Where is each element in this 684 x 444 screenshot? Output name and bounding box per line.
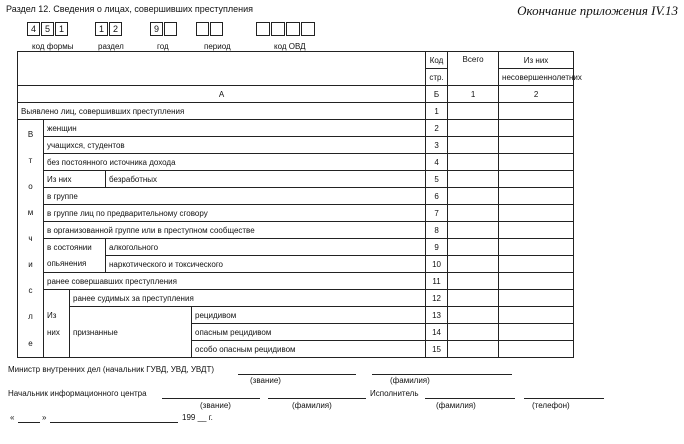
row-label: в группе лиц по предварительному сговору xyxy=(44,205,426,222)
date-month-line[interactable] xyxy=(50,422,178,423)
executor-surname-line[interactable] xyxy=(425,398,515,399)
minors-cell[interactable] xyxy=(499,154,574,171)
index-b: Б xyxy=(426,86,448,103)
code-box[interactable] xyxy=(196,22,209,36)
appendix-note: Окончание приложения IV.13 xyxy=(517,3,678,18)
minors-cell[interactable] xyxy=(499,324,574,341)
line-code: 11 xyxy=(426,273,448,290)
row-label: ранее судимых за преступления xyxy=(70,290,426,307)
label-form-code: код формы xyxy=(32,42,74,51)
minister-label: Министр внутренних дел (начальник ГУВД, УВД, УВДТ) xyxy=(8,365,215,374)
label-ovd-code: код ОВД xyxy=(274,42,306,51)
date-close-quote: » xyxy=(42,413,47,422)
of-them-iz: Из xyxy=(47,310,57,320)
index-2: 2 xyxy=(499,86,574,103)
info-center-rank-caption: (звание) xyxy=(200,401,231,410)
total-cell[interactable] xyxy=(448,120,499,137)
label-period: период xyxy=(204,42,231,51)
row-label: опасным рецидивом xyxy=(192,324,426,341)
total-cell[interactable] xyxy=(448,256,499,273)
line-code: 2 xyxy=(426,120,448,137)
vertical-letter: и xyxy=(28,260,33,270)
row-label: ранее совершавших преступления xyxy=(44,273,426,290)
row-label: алкогольного xyxy=(106,239,426,256)
of-them-group-label xyxy=(44,290,70,358)
executor-phone-line[interactable] xyxy=(524,398,604,399)
vertical-letter: л xyxy=(28,312,33,322)
row-label: Выявлено лиц, совершивших преступления xyxy=(18,103,426,120)
row-label: в группе xyxy=(44,188,426,205)
line-code: 12 xyxy=(426,290,448,307)
state-label-bottom: опьянения xyxy=(44,256,106,273)
minors-cell[interactable] xyxy=(499,205,574,222)
total-cell[interactable] xyxy=(448,154,499,171)
code-box[interactable] xyxy=(286,22,300,36)
row-label: наркотического и токсического xyxy=(106,256,426,273)
vertical-letter: е xyxy=(28,338,33,348)
of-them-label: Из них xyxy=(44,171,106,188)
code-box[interactable]: 1 xyxy=(55,22,68,36)
minors-cell[interactable] xyxy=(499,137,574,154)
total-cell[interactable] xyxy=(448,103,499,120)
date-day-line[interactable] xyxy=(18,422,40,423)
executor-phone-caption: (телефон) xyxy=(532,401,570,410)
header-total: Всего xyxy=(448,52,499,86)
row-label: женщин xyxy=(44,120,426,137)
code-box[interactable] xyxy=(301,22,315,36)
row-label: в организованной группе или в преступном сообществе xyxy=(44,222,426,239)
code-box[interactable] xyxy=(164,22,177,36)
line-code: 15 xyxy=(426,341,448,358)
total-cell[interactable] xyxy=(448,341,499,358)
minors-cell[interactable] xyxy=(499,341,574,358)
info-center-rank-line[interactable] xyxy=(162,398,260,399)
vertical-letter: м xyxy=(27,207,34,217)
of-them-nih: них xyxy=(47,327,60,337)
total-cell[interactable] xyxy=(448,137,499,154)
index-a: А xyxy=(18,86,426,103)
vertical-label-in-that-number xyxy=(18,120,44,358)
header-minors: несовершеннолетних xyxy=(499,69,574,86)
header-code: Код xyxy=(426,52,448,69)
total-cell[interactable] xyxy=(448,205,499,222)
header-blank-cell xyxy=(18,52,426,86)
line-code: 13 xyxy=(426,307,448,324)
row-label: учащихся, студентов xyxy=(44,137,426,154)
code-box[interactable]: 4 xyxy=(27,22,40,36)
minors-cell[interactable] xyxy=(499,256,574,273)
code-box[interactable] xyxy=(256,22,270,36)
header-of-them: Из них xyxy=(499,52,574,69)
line-code: 10 xyxy=(426,256,448,273)
info-center-label: Начальник информационного центра xyxy=(8,389,147,398)
index-1: 1 xyxy=(448,86,499,103)
minister-rank-caption: (звание) xyxy=(250,376,281,385)
code-box[interactable]: 9 xyxy=(150,22,163,36)
total-cell[interactable] xyxy=(448,188,499,205)
code-box[interactable]: 2 xyxy=(109,22,122,36)
minors-cell[interactable] xyxy=(499,273,574,290)
total-cell[interactable] xyxy=(448,239,499,256)
state-label-top: в состоянии xyxy=(44,239,106,256)
line-code: 6 xyxy=(426,188,448,205)
date-open-quote: « xyxy=(10,413,15,422)
row-label: рецидивом xyxy=(192,307,426,324)
info-center-surname-line[interactable] xyxy=(268,398,366,399)
total-cell[interactable] xyxy=(448,273,499,290)
code-box[interactable] xyxy=(271,22,285,36)
total-cell[interactable] xyxy=(448,290,499,307)
minors-cell[interactable] xyxy=(499,171,574,188)
minors-cell[interactable] xyxy=(499,307,574,324)
line-code: 14 xyxy=(426,324,448,341)
recognized-label: признанные xyxy=(70,307,192,358)
code-box[interactable]: 5 xyxy=(41,22,54,36)
label-year: год xyxy=(157,42,169,51)
section-title: Раздел 12. Сведения о лицах, совершивших преступления xyxy=(6,4,254,14)
line-code: 8 xyxy=(426,222,448,239)
minors-cell[interactable] xyxy=(499,222,574,239)
row-label: особо опасным рецидивом xyxy=(192,341,426,358)
minors-cell[interactable] xyxy=(499,188,574,205)
minors-cell[interactable] xyxy=(499,120,574,137)
code-box[interactable]: 1 xyxy=(95,22,108,36)
total-cell[interactable] xyxy=(448,222,499,239)
line-code: 5 xyxy=(426,171,448,188)
executor-label: Исполнитель xyxy=(370,389,419,398)
minors-cell[interactable] xyxy=(499,239,574,256)
label-section: раздел xyxy=(98,42,124,51)
row-label: безработных xyxy=(106,171,426,188)
line-code: 9 xyxy=(426,239,448,256)
line-code: 7 xyxy=(426,205,448,222)
total-cell[interactable] xyxy=(448,324,499,341)
minors-cell[interactable] xyxy=(499,290,574,307)
minors-cell[interactable] xyxy=(499,103,574,120)
statistics-table xyxy=(17,51,582,358)
date-year: 199 __ г. xyxy=(182,413,213,422)
line-code: 1 xyxy=(426,103,448,120)
vertical-letter: о xyxy=(28,181,33,191)
line-code: 3 xyxy=(426,137,448,154)
total-cell[interactable] xyxy=(448,171,499,188)
code-box[interactable] xyxy=(210,22,223,36)
vertical-letter: т xyxy=(28,155,33,165)
minister-surname-caption: (фамилия) xyxy=(390,376,430,385)
line-code: 4 xyxy=(426,154,448,171)
total-cell[interactable] xyxy=(448,307,499,324)
info-center-surname-caption: (фамилия) xyxy=(292,401,332,410)
row-label: без постоянного источника дохода xyxy=(44,154,426,171)
vertical-letter: с xyxy=(28,286,33,296)
minister-surname-line[interactable] xyxy=(372,374,512,375)
header-code-line: стр. xyxy=(426,69,448,86)
vertical-letter: В xyxy=(27,129,34,139)
vertical-letter: ч xyxy=(28,234,33,243)
executor-surname-caption: (фамилия) xyxy=(436,401,476,410)
minister-rank-line[interactable] xyxy=(238,374,356,375)
